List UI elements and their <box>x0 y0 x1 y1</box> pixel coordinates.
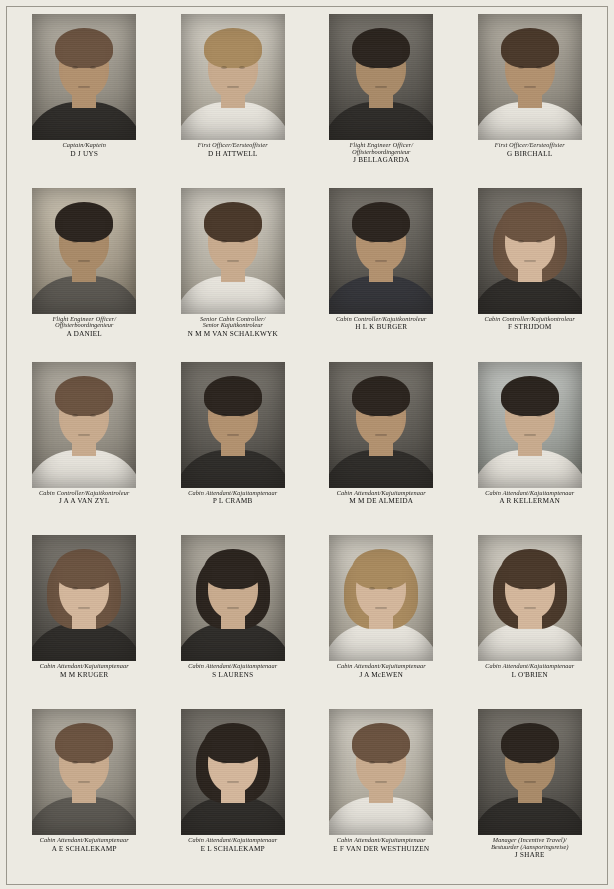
portrait-photo <box>181 709 285 835</box>
portrait-caption <box>26 143 142 158</box>
portrait-caption <box>472 317 588 332</box>
portrait-role: Cabin Controller/Kajuitkontroleur <box>484 315 575 323</box>
portrait-photo <box>32 709 136 835</box>
portrait-cell <box>12 14 157 186</box>
portrait-photo <box>478 362 582 488</box>
portrait-photo <box>329 709 433 835</box>
photo-vignette <box>478 709 582 835</box>
photo-vignette <box>181 188 285 314</box>
portrait-name: A R KELLERMAN <box>499 497 561 506</box>
portrait-name: G BIRCHALL <box>507 149 553 158</box>
portrait-name: A DANIEL <box>66 330 102 339</box>
portrait-cell <box>458 709 603 881</box>
portrait-cell <box>458 535 603 707</box>
portrait-cell <box>309 188 454 360</box>
portrait-caption <box>26 664 142 679</box>
portrait-role-line2: Bestuurder (Aansporingsreise) <box>491 843 569 851</box>
portrait-role: Cabin Attendant/Kajuitamptenaar <box>336 837 426 845</box>
portrait-photo <box>181 535 285 661</box>
portrait-name: N M M VAN SCHALKWYK <box>187 330 278 339</box>
portrait-caption <box>323 317 439 332</box>
portrait-name: P L CRAMB <box>212 497 253 506</box>
portrait-name: S LAURENS <box>212 671 254 679</box>
portrait-caption <box>323 143 439 165</box>
portrait-cell <box>309 535 454 707</box>
portrait-name: E L SCHALEKAMP <box>200 844 265 853</box>
portrait-caption <box>175 838 291 853</box>
portrait-caption <box>175 664 291 679</box>
portrait-role: Cabin Attendant/Kajuitamptenaar <box>188 837 278 845</box>
portrait-role: Cabin Attendant/Kajuitamptenaar <box>39 837 129 845</box>
portrait-name: J SHARE <box>514 851 545 860</box>
photo-vignette <box>181 709 285 835</box>
portrait-photo <box>32 14 136 140</box>
photo-vignette <box>32 709 136 835</box>
portrait-name: J A A VAN ZYL <box>58 497 110 506</box>
portrait-photo <box>478 709 582 835</box>
portrait-role: Captain/Kaptein <box>62 142 106 149</box>
portrait-role: Cabin Attendant/Kajuitamptenaar <box>39 663 129 671</box>
portrait-cell <box>161 709 306 881</box>
photo-vignette <box>478 362 582 488</box>
portrait-name: H L K BURGER <box>355 323 408 332</box>
portrait-cell <box>161 535 306 707</box>
portrait-role: Cabin Controller/Kajuitkontroleur <box>336 315 427 323</box>
portrait-caption <box>472 491 588 506</box>
portrait-role: Cabin Attendant/Kajuitamptenaar <box>336 663 426 671</box>
portrait-name: J A McEWEN <box>359 671 404 679</box>
portrait-role-line2: Offisierboordingenieur <box>55 322 114 330</box>
portrait-name: F STRIJDOM <box>508 323 552 332</box>
portrait-cell <box>12 362 157 534</box>
portrait-role: Cabin Attendant/Kajuitamptenaar <box>485 663 575 671</box>
portrait-photo <box>478 14 582 140</box>
portrait-caption <box>472 664 588 679</box>
portrait-cell <box>12 535 157 707</box>
portrait-photo <box>329 535 433 661</box>
portrait-role: First Officer/Eersteoffisier <box>197 142 268 149</box>
photo-vignette <box>329 362 433 488</box>
photo-vignette <box>181 362 285 488</box>
portrait-cell <box>458 188 603 360</box>
photo-vignette <box>329 535 433 661</box>
photo-vignette <box>181 14 285 140</box>
portrait-name: D J UYS <box>70 149 99 158</box>
portrait-role: Flight Engineer Officer/ <box>52 315 117 323</box>
portrait-cell <box>458 362 603 534</box>
portrait-role-line2: Senior Kajuitkontroleur <box>202 322 263 330</box>
portrait-photo <box>329 188 433 314</box>
portrait-photo <box>329 14 433 140</box>
photo-vignette <box>32 535 136 661</box>
portrait-name: J BELLAGARDA <box>353 156 410 165</box>
portrait-photo <box>181 14 285 140</box>
portrait-name: M M KRUGER <box>60 671 109 679</box>
portrait-role: Flight Engineer Officer/ <box>349 142 414 149</box>
portrait-cell <box>161 14 306 186</box>
portrait-role: Cabin Attendant/Kajuitamptenaar <box>188 663 278 671</box>
portrait-cell <box>309 709 454 881</box>
portrait-role: Cabin Controller/Kajuitkontroleur <box>39 489 130 497</box>
portrait-name: M M DE ALMEIDA <box>349 497 414 506</box>
portrait-caption <box>323 664 439 679</box>
photo-vignette <box>329 188 433 314</box>
portrait-photo <box>478 188 582 314</box>
portrait-photo <box>32 362 136 488</box>
portrait-name: E F VAN DER WESTHUIZEN <box>333 844 430 853</box>
photo-vignette <box>32 14 136 140</box>
photo-vignette <box>478 188 582 314</box>
portrait-name: L O'BRIEN <box>511 671 548 679</box>
portrait-caption <box>175 491 291 506</box>
portrait-caption <box>472 143 588 158</box>
portrait-cell <box>458 14 603 186</box>
portrait-cell <box>12 188 157 360</box>
portrait-role-line2: Offisierboordingenieur <box>352 148 411 156</box>
photo-vignette <box>32 362 136 488</box>
portrait-role: First Officer/Eersteoffisier <box>494 142 565 149</box>
portrait-cell <box>161 362 306 534</box>
portrait-photo <box>181 188 285 314</box>
portrait-role: Cabin Attendant/Kajuitamptenaar <box>188 489 278 497</box>
portrait-cell <box>309 362 454 534</box>
photo-vignette <box>32 188 136 314</box>
portrait-role: Cabin Attendant/Kajuitamptenaar <box>336 489 426 497</box>
photo-vignette <box>478 14 582 140</box>
portrait-caption <box>323 838 439 853</box>
portrait-caption <box>323 491 439 506</box>
photo-vignette <box>329 709 433 835</box>
photo-vignette <box>329 14 433 140</box>
portrait-caption <box>175 143 291 158</box>
portrait-caption <box>26 491 142 506</box>
photo-vignette <box>181 535 285 661</box>
portrait-role: Manager (Incentive Travel)/ <box>492 837 567 845</box>
portrait-photo <box>329 362 433 488</box>
portrait-cell <box>309 14 454 186</box>
portrait-caption <box>26 838 142 853</box>
portrait-caption <box>472 838 588 860</box>
portrait-role: Cabin Attendant/Kajuitamptenaar <box>485 489 575 497</box>
portrait-name: D H ATTWELL <box>208 149 258 158</box>
portrait-name: A E SCHALEKAMP <box>51 844 117 853</box>
portrait-caption <box>175 317 291 339</box>
photo-vignette <box>478 535 582 661</box>
portrait-photo <box>478 535 582 661</box>
portrait-cell <box>12 709 157 881</box>
portrait-caption <box>26 317 142 339</box>
portrait-role: Senior Cabin Controller/ <box>200 315 266 323</box>
portrait-photo <box>32 535 136 661</box>
portrait-cell <box>161 188 306 360</box>
portrait-photo <box>181 362 285 488</box>
portrait-photo <box>32 188 136 314</box>
portrait-grid <box>8 10 606 883</box>
